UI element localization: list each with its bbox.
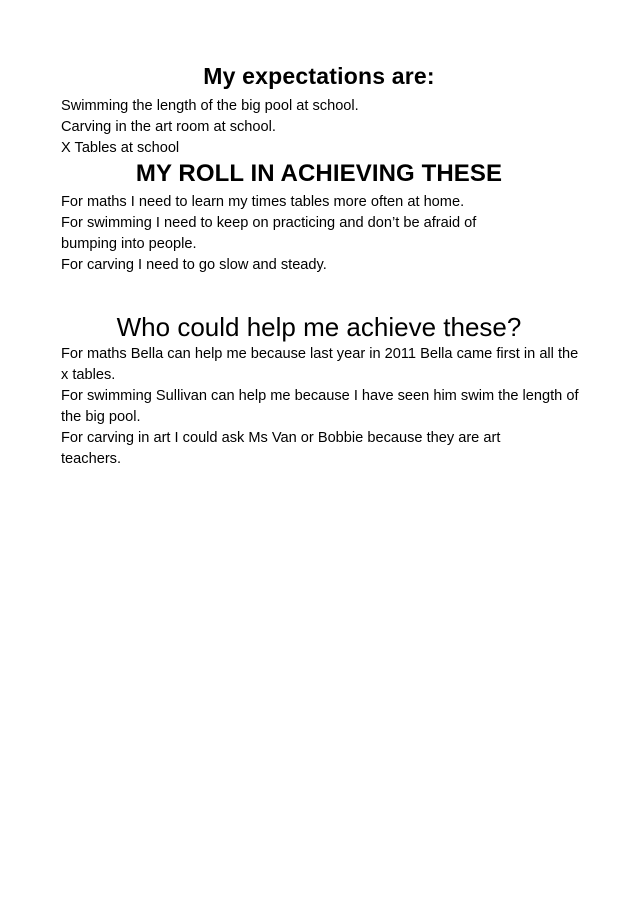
expectation-line: X Tables at school [61,140,180,156]
expectations-list [61,96,581,159]
helpers-paragraph: For maths Bella can help me because last year in 2011 Bella came first in all the x tables. [61,346,579,383]
expectation-line: Carving in the art room at school. [61,119,276,135]
helpers-section [61,344,581,470]
expectation-line: Swimming the length of the big pool at school. [61,98,359,114]
roll-paragraph: For maths I need to learn my times tables more often at home. [61,194,465,210]
roll-heading: MY ROLL IN ACHIEVING THESE [135,160,503,187]
roll-paragraph: For carving I need to go slow and steady. [61,257,327,273]
helpers-paragraph: For carving in art I could ask Ms Van or Bobbie because they are art teachers. [61,430,501,467]
roll-paragraph: For swimming I need to keep on practicing and don’t be afraid of bumping into people. [61,215,477,252]
helpers-heading: Who could help me achieve these? [116,312,522,342]
helpers-paragraph: For swimming Sullivan can help me because I have seen him swim the length of the big pool. [61,388,579,425]
expectations-heading: My expectations are: [203,63,435,89]
roll-section [61,192,581,276]
